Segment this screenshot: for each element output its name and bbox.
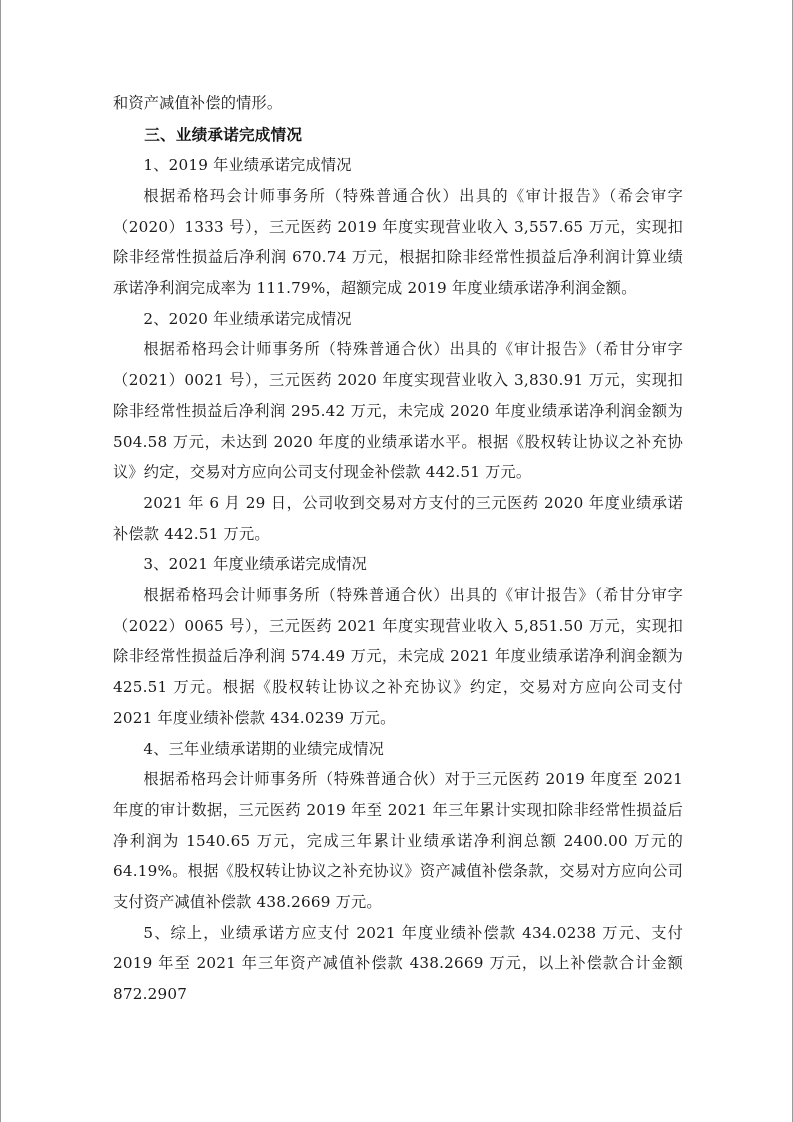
subsection-heading-three-year: 4、三年业绩承诺期的业绩完成情况 — [143, 739, 385, 758]
paragraph-2020-compensation-received: 2021 年 6 月 29 日，公司收到交易对方支付的三元医药 2020 年度业绩承诺补偿款 442.51 万元。 — [113, 493, 683, 543]
paragraph-2021-detail: 根据希格玛会计师事务所（特殊普通合伙）出具的《审计报告》（希甘分审字（2022）0065 号），三元医药 2021 年度实现营业收入 5,851.50 万元，实现扣除非经常性损益后净利润 574.49 万元，未完成 2021 年度业绩承诺净利润金额为 425.51 万元。根据《股权转让协议之补充协议》约定，交易对方应向公司支付 2021 年度业绩补偿款 434.0239 万元。 — [113, 586, 683, 727]
subsection-heading-2021: 3、2021 年度业绩承诺完成情况 — [143, 555, 367, 574]
document-body — [113, 88, 683, 1010]
paragraph-summary: 5、综上，业绩承诺方应支付 2021 年度业绩补偿款 434.0238 万元、支付 2019 年至 2021 年三年资产减值补偿款 438.2669 万元，以上补偿款合计金额 872.2907 — [113, 923, 683, 1004]
paragraph-three-year-detail: 根据希格玛会计师事务所（特殊普通合伙）对于三元医药 2019 年度至 2021 年度的审计数据，三元医药 2019 年至 2021 年三年累计实现扣除非经常性损益后净利润为 1540.65 万元，完成三年累计业绩承诺净利润总额 2400.00 万元的 64.19%。根据《股权转让协议之补充协议》资产减值补偿条款，交易对方应向公司支付资产减值补偿款 438.2669 万元。 — [113, 770, 683, 912]
subsection-heading-2019: 1、2019 年业绩承诺完成情况 — [143, 156, 352, 175]
subsection-heading-2020: 2、2020 年业绩承诺完成情况 — [143, 309, 352, 328]
section-heading-performance-commitment: 三、业绩承诺完成情况 — [144, 124, 303, 144]
paragraph-2020-detail: 根据希格玛会计师事务所（特殊普通合伙）出具的《审计报告》（希甘分审字（2021）0021 号），三元医药 2020 年度实现营业收入 3,830.91 万元，实现扣除非经常性损益后净利润 295.42 万元，未完成 2020 年度业绩承诺净利润金额为 504.58 万元，未达到 2020 年度的业绩承诺水平。根据《股权转让协议之补充协议》约定，交易对方应向公司支付现金补偿款 442.51 万元。 — [113, 340, 683, 482]
paragraph-continued: 和资产减值补偿的情形。 — [113, 94, 283, 112]
paragraph-2019-detail: 根据希格玛会计师事务所（特殊普通合伙）出具的《审计报告》（希会审字（2020）1333 号），三元医药 2019 年度实现营业收入 3,557.65 万元，实现扣除非经常性损益后净利润 670.74 万元，根据扣除非经常性损益后净利润计算业绩承诺净利润完成率为 111.79%，超额完成 2019 年度业绩承诺净利润金额。 — [113, 186, 683, 297]
